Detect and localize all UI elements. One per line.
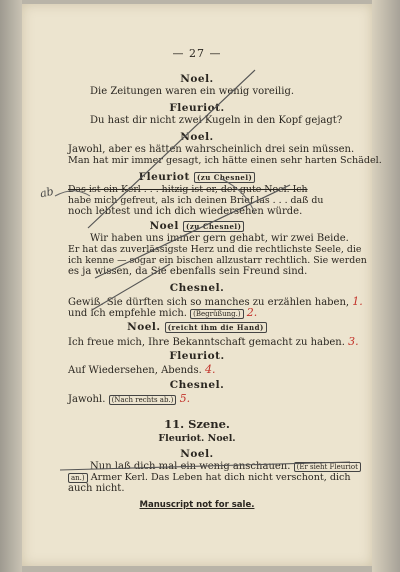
dialogue-text: Auf Wiedersehen, Abends. (68, 365, 202, 376)
dialogue-line: ich kenne — sogar ein bischen allzustarr rechtlich. Sie werden (68, 255, 367, 266)
dialogue-text: Armer Kerl. Das Leben hat dich nicht verschont, dich (90, 472, 351, 483)
red-number: 4. (204, 363, 216, 376)
dialogue-line (90, 461, 361, 472)
stage-direction: (Er sieht Fleuriot (294, 462, 361, 472)
speaker-chesnel: Chesnel. (169, 282, 225, 294)
stage-direction: (reicht ihm die Hand) (165, 322, 267, 333)
speaker-noel: Noel. (180, 73, 214, 85)
speaker-name: Fleuriot (138, 171, 190, 183)
red-number: 3. (348, 335, 359, 348)
red-number: 2. (246, 306, 258, 319)
dialogue-line: noch lebtest und ich dich wiedersehen würde. (68, 206, 303, 217)
dialogue-line: Er hat das zuverlässigste Herz und die rechtlichste Seele, die (68, 244, 362, 255)
speaker-noel: Noel. (180, 131, 214, 143)
dialogue-line: Jawohl, aber es hätten wahrscheinlich drei sein müssen. (68, 144, 355, 155)
stage-direction: (zu Chesnel) (194, 172, 255, 183)
speaker-name: Noel (149, 220, 179, 232)
dialogue-line: auch nicht. (68, 483, 125, 494)
dialogue-text: Gewiß. Sie dürften sich so manches zu erzählen haben, (68, 297, 350, 308)
dialogue-line (68, 472, 351, 483)
margin-note: ab (38, 184, 55, 201)
page-number: — 27 — (172, 47, 222, 60)
dialogue-line (68, 392, 190, 405)
dialogue-text: und ich empfehle mich. (68, 308, 187, 319)
speaker-noel (22, 220, 372, 232)
dialogue-line: habe mich gefreut, als ich deinen Brief las . . . daß du (68, 195, 324, 206)
speaker-name: Noel. (127, 321, 161, 333)
speaker-noel: Noel. (180, 448, 214, 460)
speaker-fleuriot: Fleuriot. (169, 102, 225, 114)
dialogue-line: Du hast dir nicht zwei Kugeln in den Kopf gejagt? (90, 115, 343, 126)
speaker-fleuriot: Fleuriot. (169, 350, 225, 362)
scene-characters: Fleuriot. Noel. (158, 433, 236, 444)
book-edge-right (372, 0, 400, 572)
dialogue-line: Die Zeitungen waren ein wenig voreilig. (90, 86, 295, 97)
dialogue-line (68, 335, 359, 348)
dialogue-text: Jawohl. (68, 394, 106, 405)
stage-direction: an.) (68, 473, 88, 483)
manuscript-stamp: Manuscript not for sale. (139, 500, 255, 510)
manuscript-page (22, 4, 382, 566)
dialogue-line: Wir haben uns immer gern gehabt, wir zwei Beide. (90, 233, 349, 244)
dialogue-line: es ja wissen, da Sie ebenfalls sein Freund sind. (68, 266, 308, 277)
red-number: 1. (352, 295, 363, 308)
dialogue-line: Man hat mir immer gesagt, ich hätte einen sehr harten Schädel. (68, 155, 382, 166)
scene-title: 11. Szene. (164, 417, 230, 431)
stage-direction: (Nach rechts ab.) (109, 395, 177, 405)
dialogue-text: Nun laß dich mal ein wenig anschauen. (90, 461, 291, 472)
speaker-chesnel: Chesnel. (169, 379, 225, 391)
stage-direction: (zu Chesnel) (183, 221, 244, 232)
dialogue-text: Ich freue mich, Ihre Bekanntschaft gemacht zu haben. (68, 337, 345, 348)
speaker-fleuriot (22, 171, 372, 183)
dialogue-line-struck: Das ist ein Kerl . . . hitzig ist er, der gute Noel. Ich (68, 184, 308, 195)
dialogue-line (68, 363, 215, 376)
dialogue-line (68, 306, 257, 319)
speaker-noel (22, 321, 372, 333)
book-gutter-left (0, 0, 22, 572)
red-number: 5. (179, 392, 191, 405)
stage-direction: (Begrüßung.) (190, 309, 243, 319)
